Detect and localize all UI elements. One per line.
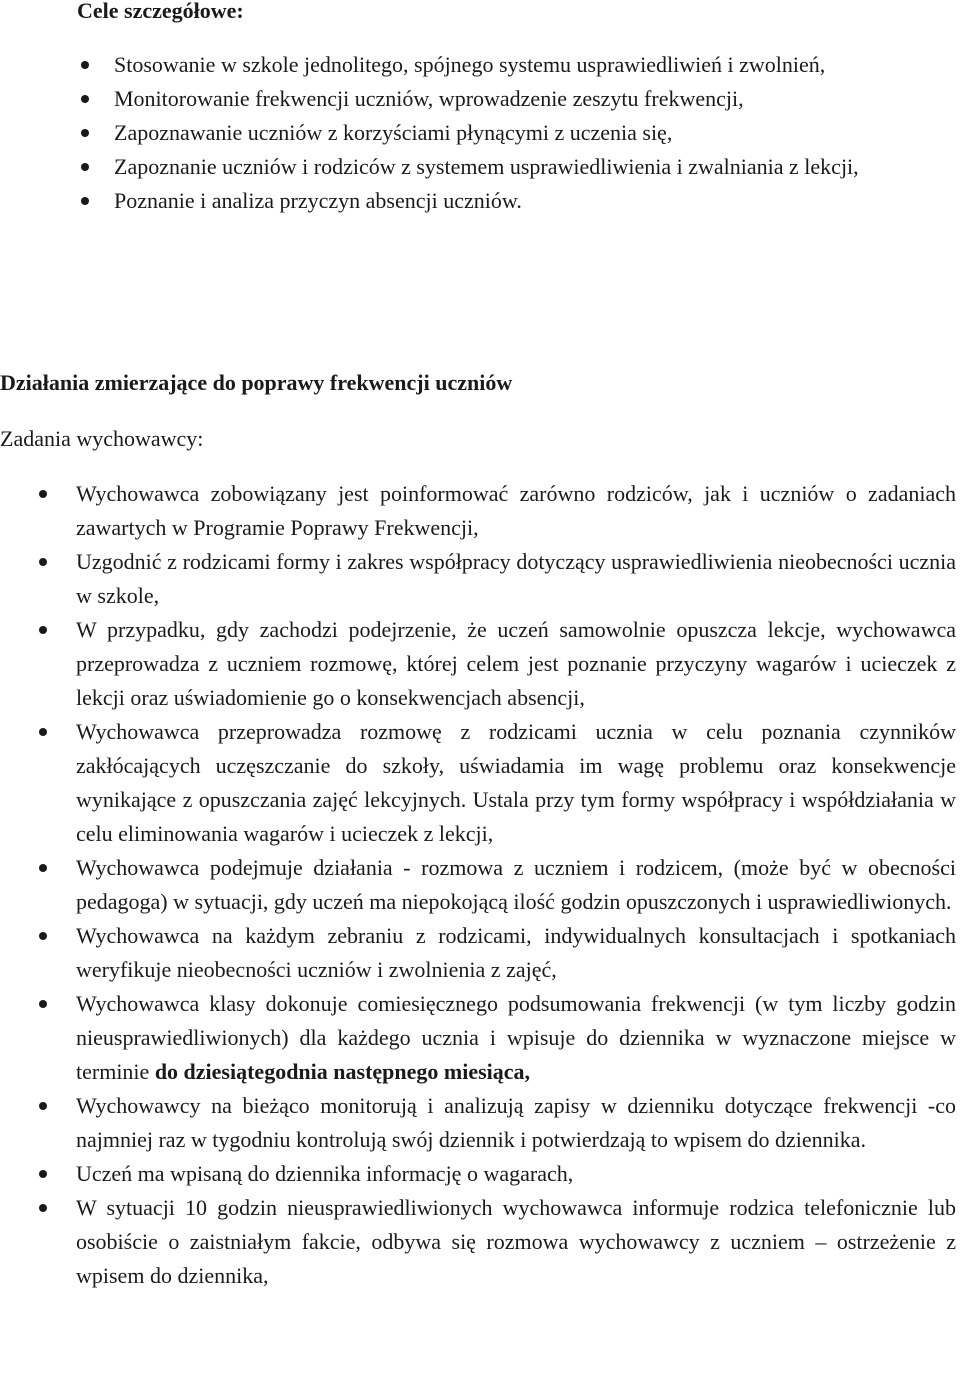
list-item: Wychowawca przeprowadza rozmowę z rodzicami ucznia w celu poznania czynników zakłócających uczęszczanie do szkoły, uświadamia im wagę problemu oraz konsekwencje wynikające z opuszczania zajęć lekcyjnych. Ustala przy tym formy współpracy i współdziałania w celu eliminowania wagarów i ucieczek z lekcji,: [76, 715, 956, 851]
list-item: W sytuacji 10 godzin nieusprawiedliwionych wychowawca informuje rodzica telefonicznie lub osobiście o zaistniałym fakcie, odbywa się rozmowa wychowawcy z uczniem – ostrzeżenie z wpisem do dziennika,: [76, 1191, 956, 1293]
deadline-text: do dziesiątegodnia następnego miesiąca,: [154, 1059, 531, 1084]
section-heading-cele: Cele szczegółowe:: [77, 0, 244, 23]
list-item: Monitorowanie frekwencji uczniów, wprowadzenie zeszytu frekwencji,: [114, 82, 956, 116]
list-item-text: Wychowawca klasy dokonuje comiesięcznego podsumowania frekwencji (w tym liczby godzin nieusprawiedliwionych) dla każdego ucznia i wpisuje do dziennika w wyznaczone miejsce w terminie: [76, 991, 956, 1084]
cele-list: [114, 48, 956, 218]
subheading-zadania: Zadania wychowawcy:: [0, 426, 204, 451]
list-item: W przypadku, gdy zachodzi podejrzenie, że uczeń samowolnie opuszcza lekcje, wychowawca przeprowadza z uczniem rozmowę, której celem jest poznanie przyczyny wagarów i ucieczek z lekcji oraz uświadomienie go o konsekwencjach absencji,: [76, 613, 956, 715]
list-item: Wychowawca na każdym zebraniu z rodzicami, indywidualnych konsultacjach i spotkaniach weryfikuje nieobecności uczniów i zwolnienia z zajęć,: [76, 919, 956, 987]
list-item: Uczeń ma wpisaną do dziennika informację o wagarach,: [76, 1157, 956, 1191]
list-item-monthly-summary: [76, 987, 956, 1089]
list-item: Wychowawca zobowiązany jest poinformować zarówno rodziców, jak i uczniów o zadaniach zawartych w Programie Poprawy Frekwencji,: [76, 477, 956, 545]
list-item: Stosowanie w szkole jednolitego, spójnego systemu usprawiedliwień i zwolnień,: [114, 48, 956, 82]
list-item: Uzgodnić z rodzicami formy i zakres współpracy dotyczący usprawiedliwienia nieobecności ucznia w szkole,: [76, 545, 956, 613]
zadania-list: [76, 477, 956, 1293]
list-item: Wychowawca podejmuje działania - rozmowa z uczniem i rodzicem, (może być w obecności pedagoga) w sytuacji, gdy uczeń ma niepokojącą ilość godzin opuszczonych i usprawiedliwionych.: [76, 851, 956, 919]
list-item: Wychowawcy na bieżąco monitorują i analizują zapisy w dzienniku dotyczące frekwencji -co najmniej raz w tygodniu kontrolują swój dziennik i potwierdzają to wpisem do dziennika.: [76, 1089, 956, 1157]
section-heading-dzialania: Działania zmierzające do poprawy frekwencji uczniów: [0, 370, 513, 395]
list-item: Zapoznanie uczniów i rodziców z systemem usprawiedliwienia i zwalniania z lekcji,: [114, 150, 956, 184]
list-item: Zapoznawanie uczniów z korzyściami płynącymi z uczenia się,: [114, 116, 956, 150]
list-item: Poznanie i analiza przyczyn absencji uczniów.: [114, 184, 956, 218]
